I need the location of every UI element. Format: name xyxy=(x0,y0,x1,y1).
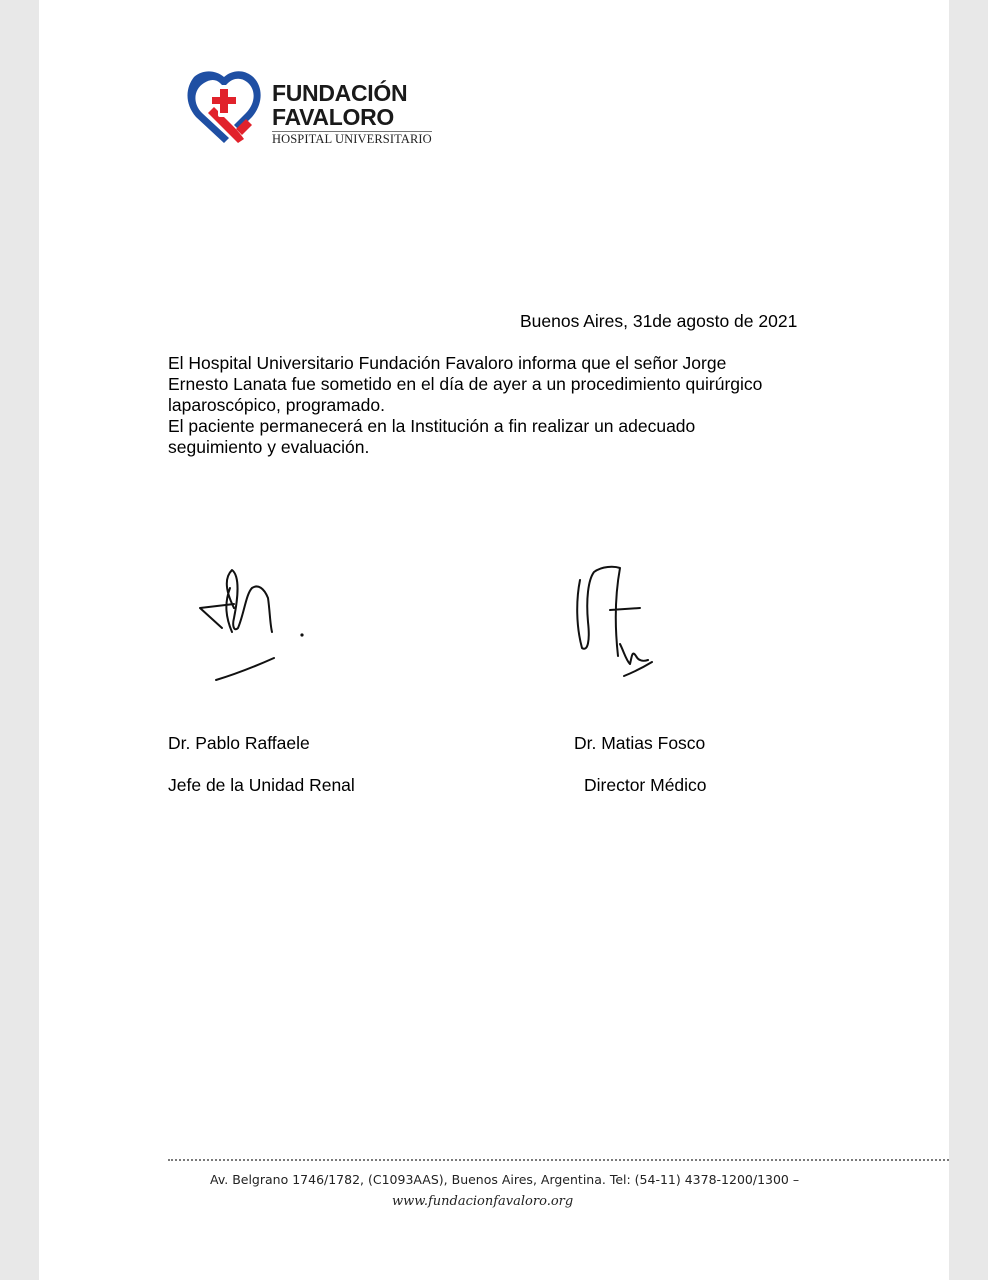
heart-cross-logo-icon xyxy=(184,63,266,149)
signature-raffaele xyxy=(194,548,354,688)
body-line: El Hospital Universitario Fundación Favaloro informa que el señor Jorge xyxy=(168,353,727,373)
signer-title: Jefe de la Unidad Renal xyxy=(168,775,355,795)
logo-wordmark xyxy=(272,81,432,146)
letter-body xyxy=(168,353,818,458)
logo-subtitle: HOSPITAL UNIVERSITARIO xyxy=(272,132,432,146)
footer-divider xyxy=(168,1159,949,1161)
signer-name: Dr. Matias Fosco xyxy=(574,733,706,753)
logo-name-line1: FUNDACIÓN xyxy=(272,80,408,106)
logo-name-line2: FAVALORO xyxy=(272,104,394,130)
signer-name: Dr. Pablo Raffaele xyxy=(168,733,310,753)
body-line: El paciente permanecerá en la Institución a fin realizar un adecuado xyxy=(168,416,696,436)
body-line: laparoscópico, programado. xyxy=(168,395,385,415)
footer-address: Av. Belgrano 1746/1782, (C1093AAS), Buenos Aires, Argentina. Tel: (54-11) 4378-1200/1300 – xyxy=(210,1172,800,1187)
fundacion-favaloro-logo xyxy=(184,63,444,153)
letter-page xyxy=(39,0,949,1280)
body-line: Ernesto Lanata fue sometido en el día de ayer a un procedimiento quirúrgico xyxy=(168,374,763,394)
body-line: seguimiento y evaluación. xyxy=(168,437,370,457)
signature-fosco xyxy=(570,560,670,690)
footer-website: www.fundacionfavaloro.org xyxy=(392,1194,574,1209)
signer-title: Director Médico xyxy=(584,775,707,795)
dateline: Buenos Aires, 31de agosto de 2021 xyxy=(520,311,798,331)
